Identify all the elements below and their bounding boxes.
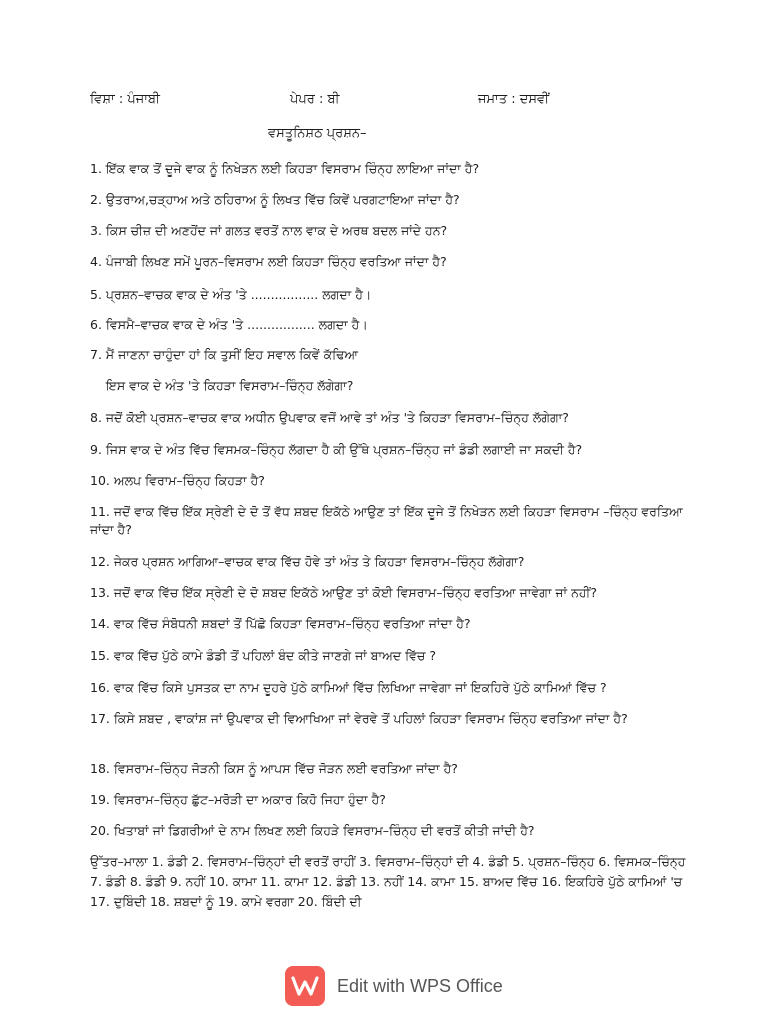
wps-edit-label[interactable]: Edit with WPS Office [337, 975, 503, 996]
subject-label: ਵਿਸ਼ਾ : ਪੰਜਾਬੀ [90, 92, 160, 107]
question-15: 15. ਵਾਕ ਵਿੱਚ ਪੁੱਠੇ ਕਾਮੇ ਡੰਡੀ ਤੋਂ ਪਹਿਲਾਂ ਬੰਦ ਕੀਤੇ ਜਾਣਗੇ ਜਾਂ ਬਾਅਦ ਵਿੱਚ ? [90, 648, 437, 663]
question-2: 2. ਉਤਰਾਅ,ਚੜ੍ਹਾਅ ਅਤੇ ਠਹਿਰਾਅ ਨੂੰ ਲਿਖਤ ਵਿੱਚ ਕਿਵੇਂ ਪਰਗਟਾਇਆ ਜਾਂਦਾ ਹੈ? [90, 192, 460, 207]
question-5: 5. ਪ੍ਰਸ਼ਨ–ਵਾਚਕ ਵਾਕ ਦੇ ਅੰਤ 'ਤੇ ................. ਲਗਦਾ ਹੈ। [90, 287, 372, 302]
class-label: ਜਮਾਤ : ਦਸਵੀਂ [478, 92, 550, 107]
question-7-continuation: ਇਸ ਵਾਕ ਦੇ ਅੰਤ 'ਤੇ ਕਿਹੜਾ ਵਿਸਰਾਮ–ਚਿੰਨ੍ਹ ਲੱਗੇਗਾ? [106, 378, 354, 393]
answer-key: ਉੱਤਰ–ਮਾਲਾ 1. ਡੰਡੀ 2. ਵਿਸਰਾਮ–ਚਿੰਨ੍ਹਾਂ ਦੀ ਵਰਤੋਂ ਰਾਹੀਂ 3. ਵਿਸਰਾਮ–ਚਿੰਨ੍ਹਾਂ ਦੀ 4. ਡੰਡੀ 5. ਪ੍ਰਸ਼ਨ–ਚਿੰਨ੍ਹ 6. ਵਿਸਮਕ–ਚਿੰਨ੍ਹ 7. ਡੰਡੀ 8. ਡੰਡੀ 9. ਨਹੀਂ 10. ਕਾਮਾ 11. ਕਾਮਾ 12. ਡੰਡੀ 13. ਨਹੀਂ 14. ਕਾਮਾ 15. ਬਾਅਦ ਵਿੱਚ 16. ਇਕਹਿਰੇ ਪੁੱਠੇ ਕਾਮਿਆਂ 'ਚ 17. ਦੁਬਿੰਦੀ 18. ਸ਼ਬਦਾਂ ਨੂੰ 19. ਕਾਮੇ ਵਰਗਾ 20. ਬਿੰਦੀ ਦੀ [90, 854, 686, 909]
question-6: 6. ਵਿਸਮੈ–ਵਾਚਕ ਵਾਕ ਦੇ ਅੰਤ 'ਤੇ ................. ਲਗਦਾ ਹੈ। [90, 317, 368, 332]
question-12: 12. ਜੇਕਰ ਪ੍ਰਸ਼ਨ ਆਗਿਆ–ਵਾਚਕ ਵਾਕ ਵਿੱਚ ਹੋਵੇ ਤਾਂ ਅੰਤ ਤੇ ਕਿਹੜਾ ਵਿਸਰਾਮ–ਚਿੰਨ੍ਹ ਲੱਗੇਗਾ? [90, 554, 525, 569]
question-13: 13. ਜਦੋਂ ਵਾਕ ਵਿੱਚ ਇੱਕ ਸ੍ਰੇਣੀ ਦੇ ਦੋ ਸ਼ਬਦ ਇਕੱਠੇ ਆਉਣ ਤਾਂ ਕੋਈ ਵਿਸਰਾਮ–ਚਿੰਨ੍ਹ ਵਰਤਿਆ ਜਾਵੇਗਾ ਜਾਂ ਨਹੀਂ? [90, 585, 597, 600]
question-3: 3. ਕਿਸ ਚੀਜ਼ ਦੀ ਅਣਹੋਂਦ ਜਾਂ ਗਲਤ ਵਰਤੋਂ ਨਾਲ ਵਾਕ ਦੇ ਅਰਥ ਬਦਲ ਜਾਂਦੇ ਹਨ? [90, 223, 448, 238]
question-18: 18. ਵਿਸਰਾਮ–ਚਿੰਨ੍ਹ ਜੋੜਨੀ ਕਿਸ ਨੂੰ ਆਪਸ ਵਿੱਚ ਜੋੜਨ ਲਈ ਵਰਤਿਆ ਜਾਂਦਾ ਹੈ? [90, 761, 458, 776]
question-7: 7. ਮੈਂ ਜਾਣਨਾ ਚਾਹੁੰਦਾ ਹਾਂ ਕਿ ਤੁਸੀਂ ਇਹ ਸਵਾਲ ਕਿਵੇਂ ਕੱਢਿਆ [90, 347, 358, 362]
question-11: 11. ਜਦੋਂ ਵਾਕ ਵਿੱਚ ਇੱਕ ਸ੍ਰੇਣੀ ਦੇ ਦੋ ਤੋਂ ਵੱਧ ਸ਼ਬਦ ਇਕੱਠੇ ਆਉਣ ਤਾਂ ਇੱਕ ਦੂਜੇ ਤੋਂ ਨਿਖੇੜਨ ਲਈ ਕਿਹੜਾ ਵਿਸਰਾਮ –ਚਿੰਨ੍ਹ ਵਰਤਿਆ ਜਾਂਦਾ ਹੈ? [90, 504, 683, 537]
question-1: 1. ਇੱਕ ਵਾਕ ਤੋਂ ਦੂਜੇ ਵਾਕ ਨੂੰ ਨਿਖੇੜਨ ਲਈ ਕਿਹੜਾ ਵਿਸਰਾਮ ਚਿੰਨ੍ਹ ਲਾਇਆ ਜਾਂਦਾ ਹੈ? [90, 161, 480, 176]
question-20: 20. ਖਿਤਾਬਾਂ ਜਾਂ ਡਿਗਰੀਆਂ ਦੇ ਨਾਮ ਲਿਖਣ ਲਈ ਕਿਹੜੇ ਵਿਸਰਾਮ–ਚਿੰਨ੍ਹ ਦੀ ਵਰਤੋਂ ਕੀਤੀ ਜਾਂਦੀ ਹੈ? [90, 823, 535, 838]
question-10: 10. ਅਲਪ ਵਿਰਾਮ–ਚਿੰਨ੍ਹ ਕਿਹੜਾ ਹੈ? [90, 473, 265, 488]
paper-label: ਪੇਪਰ : ਬੀ [290, 92, 340, 107]
question-19: 19. ਵਿਸਰਾਮ–ਚਿੰਨ੍ਹ ਛੁੱਟ–ਮਰੋੜੀ ਦਾ ਅਕਾਰ ਕਿਹੋ ਜਿਹਾ ਹੁੰਦਾ ਹੈ? [90, 792, 386, 807]
question-16: 16. ਵਾਕ ਵਿੱਚ ਕਿਸੇ ਪੁਸਤਕ ਦਾ ਨਾਮ ਦੂਹਰੇ ਪੁੱਠੇ ਕਾਮਿਆਂ ਵਿੱਚ ਲਿਖਿਆ ਜਾਵੇਗਾ ਜਾਂ ਇਕਹਿਰੇ ਪੁੱਠੇ ਕਾਮਿਆਂ ਵਿੱਚ ? [90, 680, 607, 695]
question-17: 17. ਕਿਸੇ ਸ਼ਬਦ , ਵਾਕਾਂਸ਼ ਜਾਂ ਉਪਵਾਕ ਦੀ ਵਿਆਖਿਆ ਜਾਂ ਵੇਰਵੇ ਤੋਂ ਪਹਿਲਾਂ ਕਿਹੜਾ ਵਿਸਰਾਮ ਚਿੰਨ੍ਹ ਵਰਤਿਆ ਜਾਂਦਾ ਹੈ? [90, 711, 628, 726]
question-8: 8. ਜਦੋਂ ਕੋਈ ਪ੍ਰਸ਼ਨ–ਵਾਚਕ ਵਾਕ ਅਧੀਨ ਉਪਵਾਕ ਵਜੋਂ ਆਵੇ ਤਾਂ ਅੰਤ 'ਤੇ ਕਿਹੜਾ ਵਿਸਰਾਮ–ਚਿੰਨ੍ਹ ਲੱਗੇਗਾ? [90, 410, 569, 425]
wps-edit-banner[interactable] [285, 964, 503, 1008]
question-9: 9. ਜਿਸ ਵਾਕ ਦੇ ਅੰਤ ਵਿੱਚ ਵਿਸਮਕ–ਚਿੰਨ੍ਹ ਲੱਗਦਾ ਹੈ ਕੀ ਉੱਥੇ ਪ੍ਰਸ਼ਨ–ਚਿੰਨ੍ਹ ਜਾਂ ਡੰਡੀ ਲਗਾਈ ਜਾ ਸਕਦੀ ਹੈ? [90, 442, 583, 457]
wps-logo-icon[interactable] [285, 966, 325, 1006]
question-4: 4. ਪੰਜਾਬੀ ਲਿਖਣ ਸਮੇਂ ਪੂਰਨ–ਵਿਸਰਾਮ ਲਈ ਕਿਹੜਾ ਚਿੰਨ੍ਹ ਵਰਤਿਆ ਜਾਂਦਾ ਹੈ? [90, 254, 447, 269]
question-14: 14. ਵਾਕ ਵਿੱਚ ਸੰਬੋਧਨੀ ਸ਼ਬਦਾਂ ਤੋਂ ਪਿੱਛੋ ਕਿਹੜਾ ਵਿਸਰਾਮ–ਚਿੰਨ੍ਹ ਵਰਤਿਆ ਜਾਂਦਾ ਹੈ? [90, 616, 471, 631]
page-title: ਵਸਤੂਨਿਸ਼ਠ ਪ੍ਰਸ਼ਨ– [268, 126, 367, 141]
